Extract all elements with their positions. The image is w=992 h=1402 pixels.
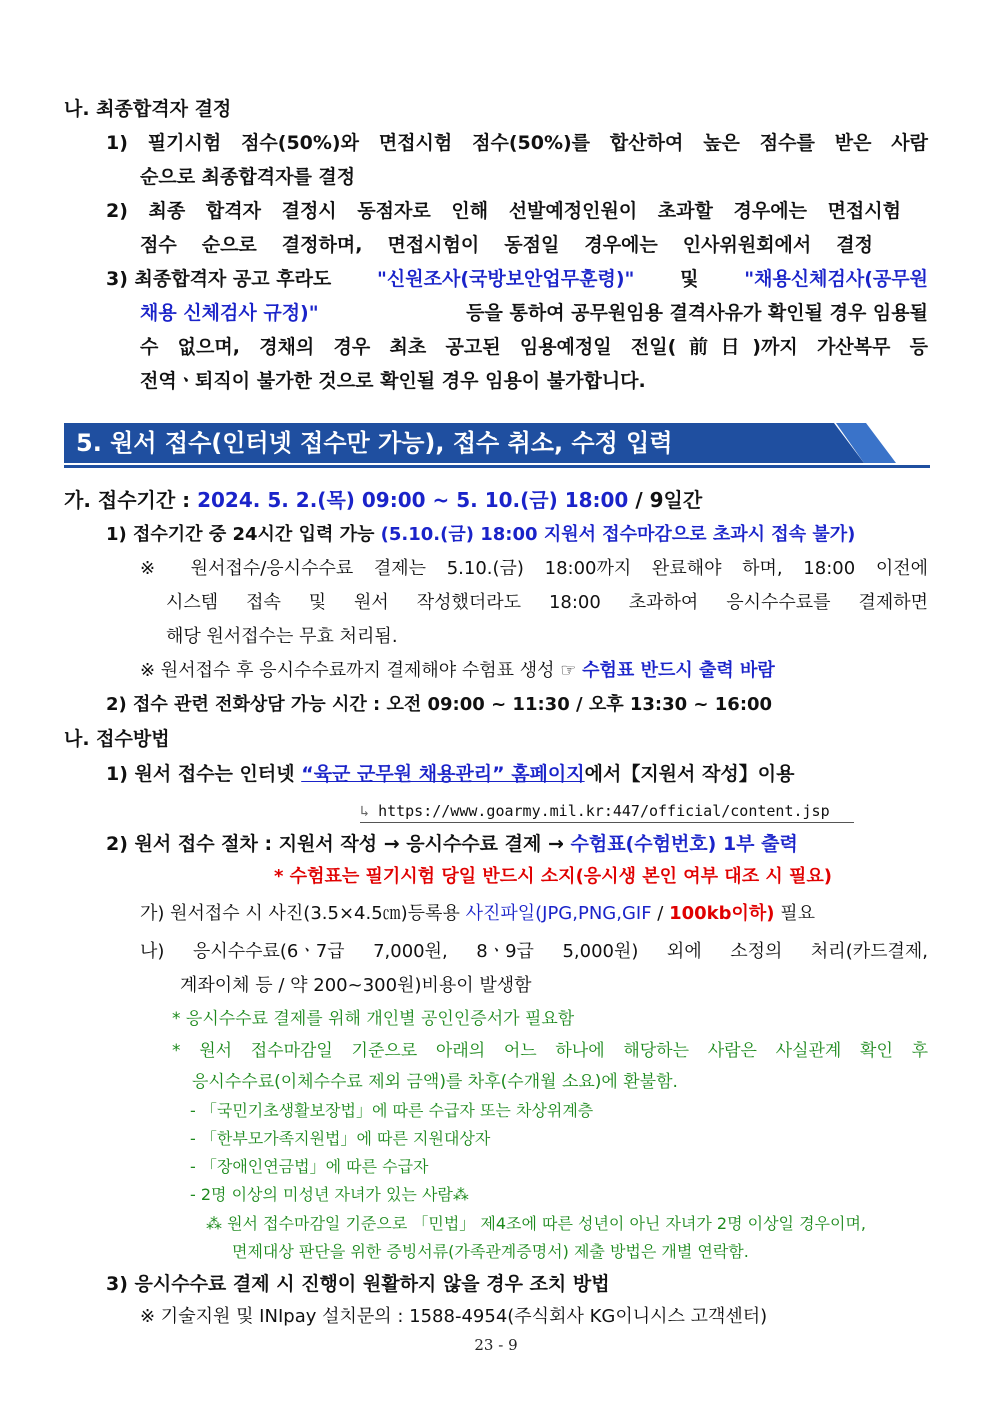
final-item1-line2: 순으로 최종합격자를 결정 — [140, 166, 356, 188]
period-duration: / 9일간 — [628, 488, 703, 512]
period-dates: 2024. 5. 2.(목) 09:00 ~ 5. 10.(금) 18:00 — [197, 488, 629, 512]
final-item3-blue-b: "채용신체검사(공무원 — [744, 268, 928, 290]
method-ga-blue: 사진파일(JPG,PNG,GIF — [465, 903, 652, 924]
final-item3-line3: 수 없으며, 경채의 경우 최초 공고된 임용예정일 전일(前日)까지 가산복무 등 — [140, 336, 928, 358]
refund-dash4 — [190, 1182, 469, 1208]
refund-dash1: - 「국민기초생활보장법」에 따른 수급자 또는 차상위계층 — [190, 1101, 594, 1120]
section5-title: 5. 원서 접수(인터넷 접수만 가능), 접수 취소, 수정 입력 — [76, 429, 673, 457]
homepage-link[interactable]: “육군 군무원 채용관리” 홈페이지 — [301, 763, 585, 785]
period-item1-blue: (5.10.(금) 18:00 지원서 접수마감으로 초과시 접속 불가) — [380, 524, 856, 545]
period-note1-line2: 시스템 접속 및 원서 작성했더라도 18:00 초과하여 응시수수료를 결제하면 — [166, 592, 928, 613]
period-note2-blue: 수험표 반드시 출력 바람 — [582, 660, 775, 681]
method-item1-pre: 1) 원서 접수는 인터넷 — [106, 763, 302, 785]
method-item3: 3) 응시수수료 결제 시 진행이 원활하지 않을 경우 조치 방법 — [106, 1273, 610, 1295]
method-item2-pre: 2) 원서 접수 절차 : 지원서 작성 → 응시수수료 결제 → — [106, 833, 571, 855]
refund-dash3: - 「장애인연금법」에 따른 수급자 — [190, 1157, 429, 1176]
method-item2 — [106, 831, 798, 857]
period-item1-pre: 1) 접수기간 중 24시간 입력 가능 — [106, 524, 381, 545]
refund-dash2: - 「한부모가족지원법」에 따른 지원대상자 — [190, 1129, 491, 1148]
final-item3-pre: 3) 최종합격자 공고 후라도 — [106, 268, 338, 290]
asterism-icon: ⁂ — [452, 1185, 469, 1204]
page-number: 23 - 9 — [474, 1336, 518, 1354]
method-ga — [140, 901, 815, 927]
method-item1-post: 에서【지원서 작성】이용 — [584, 763, 795, 785]
final-item3-blue-c: 채용 신체검사 규정)" — [140, 302, 319, 324]
final-item3-line1 — [106, 266, 928, 292]
final-item3-blue-a: "신원조사(국방보안업무훈령)" — [377, 268, 635, 290]
method-na-line1: 나) 응시수수료(6ㆍ7급 7,000원, 8ㆍ9급 5,000원) 외에 소정의 처리(카드결제, — [140, 941, 928, 962]
refund-star2-line1: * 원서 접수마감일 기준으로 아래의 어느 하나에 해당하는 사람은 사실관계 확인 후 — [172, 1041, 928, 1061]
method-na-line2: 계좌이체 등 / 약 200~300원)비용이 발생함 — [180, 975, 532, 996]
final-item2-line2: 점수 순으로 결정하며, 면접시험이 동점일 경우에는 인사위원회에서 결정 — [140, 234, 873, 256]
method-item3-note: ※ 기술지원 및 INIpay 설치문의 : 1588-4954(주식회사 KG이니시스 고객센터) — [140, 1306, 768, 1327]
method-item2-note: * 수험표는 필기시험 당일 반드시 소지(응시생 본인 여부 대조 시 필요) — [274, 866, 833, 887]
url-underline — [360, 822, 854, 823]
method-ga-slash: / — [651, 903, 670, 924]
refund-footnote-line2: 면제대상 판단을 위한 증빙서류(가족관계증명서) 제출 방법은 개별 연락함. — [232, 1242, 749, 1261]
period-note1-line3: 해당 원서접수는 무효 처리됨. — [166, 626, 398, 647]
period-note2-pre: ※ 원서접수 후 응시수수료까지 결제해야 수험표 생성 ☞ — [140, 660, 583, 681]
final-item3-line2 — [140, 300, 928, 326]
refund-dash4-text: - 2명 이상의 미성년 자녀가 있는 사람 — [190, 1185, 453, 1204]
final-item2-line1: 2) 최종 합격자 결정시 동점자로 인해 선발예정인원이 초과할 경우에는 면접시험 — [106, 200, 901, 222]
period-item1 — [106, 522, 855, 548]
final-item3-rest: 등을 통하여 공무원임용 결격사유가 확인될 경우 임용될 — [459, 302, 928, 324]
heading-final-selection: 나. 최종합격자 결정 — [64, 98, 232, 120]
footnote-asterism-icon: ⁂ — [206, 1214, 222, 1233]
section5-banner — [64, 423, 930, 468]
method-ga-post: 필요 — [774, 903, 816, 924]
banner-underline — [64, 465, 930, 468]
url-arrow-icon: ↳ — [360, 802, 379, 820]
final-item3-line4: 전역ㆍ퇴직이 불가한 것으로 확인될 경우 임용이 불가합니다. — [140, 370, 646, 392]
period-line — [64, 487, 702, 513]
refund-star2-line2: 응시수수료(이체수수료 제외 금액)를 차후(수개월 소요)에 환불함. — [192, 1072, 678, 1092]
final-item3-mid: 및 — [673, 268, 706, 290]
period-label: 가. 접수기간 : — [64, 488, 198, 512]
period-item2: 2) 접수 관련 전화상담 가능 시간 : 오전 09:00 ~ 11:30 / 오후 13:30 ~ 16:00 — [106, 694, 773, 715]
footnote-text: 원서 접수마감일 기준으로 「민법」 제4조에 따른 성년이 아닌 자녀가 2명 이상일 경우이며, — [222, 1214, 866, 1233]
period-note1-line1: ※ 원서접수/응시수수료 결제는 5.10.(금) 18:00까지 완료해야 하며, 18:00 이전에 — [140, 558, 928, 579]
method-ga-red: 100kb이하) — [669, 903, 775, 924]
refund-star1: * 응시수수료 결제를 위해 개인별 공인인증서가 필요함 — [172, 1009, 575, 1029]
method-item1 — [106, 761, 794, 787]
method-ga-pre: 가) 원서접수 시 사진(3.5×4.5㎝)등록용 — [140, 903, 466, 924]
method-heading: 나. 접수방법 — [64, 728, 170, 750]
application-url[interactable]: https://www.goarmy.mil.kr:447/official/content.jsp — [378, 802, 830, 820]
final-item1-line1: 1) 필기시험 점수(50%)와 면접시험 점수(50%)를 합산하여 높은 점수를 받은 사람 — [106, 132, 928, 154]
period-note2 — [140, 658, 775, 684]
refund-footnote-line1 — [206, 1211, 928, 1237]
method-item2-blue: 수험표(수험번호) 1부 출력 — [570, 833, 798, 855]
url-line — [360, 798, 830, 824]
